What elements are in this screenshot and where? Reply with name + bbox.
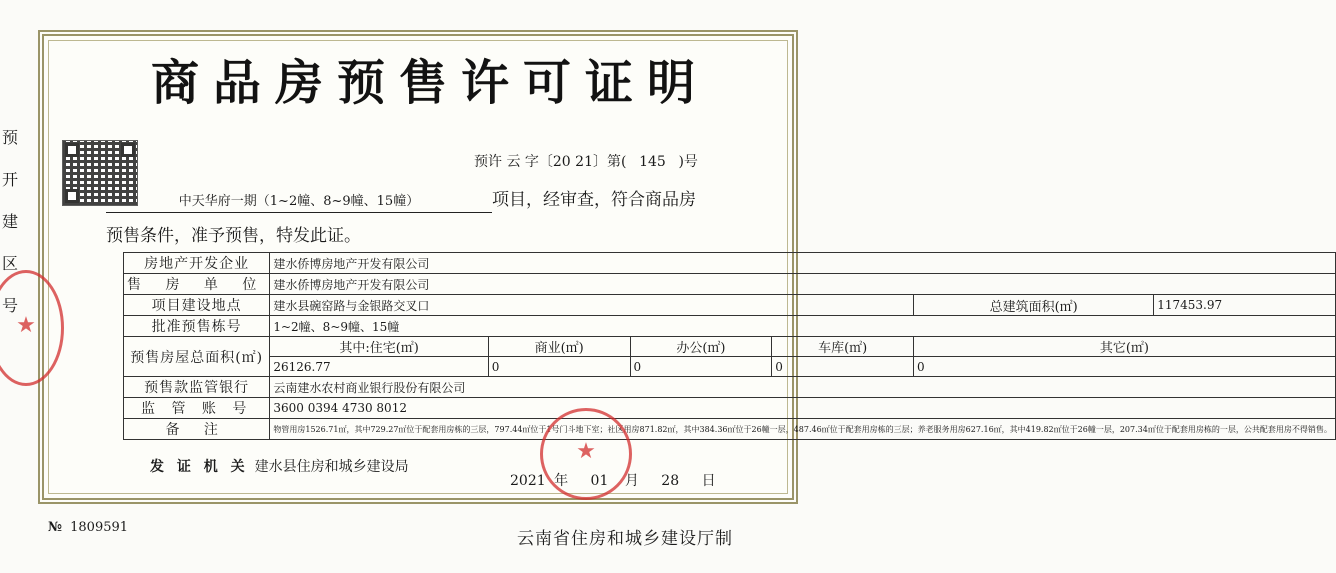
office-label: 办公(㎡) (630, 337, 772, 357)
office-value: 0 (630, 357, 772, 377)
date-month: 01 (590, 473, 609, 489)
other-value: 0 (914, 357, 1336, 377)
seller-label: 售 房 单 位 (124, 274, 270, 295)
intro-after: 项目，经审查，符合商品房 (492, 190, 696, 210)
garage-label: 车库(㎡) (772, 337, 914, 357)
commercial-label: 商业(㎡) (488, 337, 630, 357)
garage-value: 0 (772, 357, 914, 377)
edge-char: 建 (2, 212, 19, 231)
account-value: 3600 0394 4730 8012 (270, 398, 1335, 419)
developer-value: 建水侨博房地产开发有限公司 (270, 253, 1335, 274)
bank-value: 云南建水农村商业银行股份有限公司 (270, 377, 1335, 398)
total-area-value: 117453.97 (1154, 295, 1336, 316)
date-year-unit: 年 (554, 473, 569, 489)
developer-label: 房地产开发企业 (124, 253, 270, 274)
intro-text (106, 182, 766, 254)
bank-label: 预售款监管银行 (124, 377, 270, 398)
other-label: 其它(㎡) (914, 337, 1336, 357)
commercial-value: 0 (488, 357, 630, 377)
edge-seal-icon: ★ (0, 270, 64, 386)
permit-prefix: 预许 云 字〔20 21〕第( (474, 154, 627, 170)
certificate-title: 商品房预售许可证明 (150, 55, 709, 111)
seller-value: 建水侨博房地产开发有限公司 (270, 274, 1335, 295)
serial-label: № (48, 520, 63, 535)
total-area-label: 总建筑面积(㎡) (914, 295, 1154, 316)
official-seal-icon: ★ (540, 408, 632, 500)
date-year: 2021 (510, 473, 546, 489)
intro-line2: 预售条件，准予预售，特发此证。 (106, 226, 361, 246)
date-month-unit: 月 (624, 473, 639, 489)
residential-label: 其中:住宅(㎡) (270, 337, 488, 357)
buildings-value: 1~2幢、8~9幢、15幢 (270, 316, 1335, 337)
permit-number-value: 145 (639, 154, 666, 170)
permit-number (474, 151, 698, 171)
serial-value: 1809591 (70, 520, 129, 535)
remarks-label: 备 注 (124, 419, 270, 440)
remarks-value: 物管用房1526.71㎡，其中729.27㎡位于配套用房栋的三层，797.44㎡位于1号门斗地下室；社区用房871.82㎡，其中384.36㎡位于26幢一层，487.46㎡位于配套用房栋的三层；养老服务用房627.16㎡，其中419.82㎡位于26幢一层，207.34㎡位于配套用房栋的一层，公共配套用房不得销售。 (270, 419, 1335, 440)
serial-number (48, 520, 128, 535)
info-table (123, 252, 1336, 440)
presale-area-label: 预售房屋总面积(㎡) (124, 337, 270, 377)
location-value: 建水县碗窑路与金银路交叉口 (270, 295, 914, 316)
date-day-unit: 日 (701, 473, 716, 489)
edge-char: 开 (2, 170, 19, 189)
buildings-label: 批准预售栋号 (124, 316, 270, 337)
issuing-ministry: 云南省住房和城乡建设厅制 (517, 529, 733, 549)
project-name: 中天华府一期（1~2幢、8~9幢、15幢） (106, 192, 492, 213)
residential-value: 26126.77 (270, 357, 488, 377)
edge-char: 号 (2, 296, 19, 315)
location-label: 项目建设地点 (124, 295, 270, 316)
edge-char: 预 (2, 128, 19, 147)
issuer (150, 456, 409, 476)
account-label: 监 管 账 号 (124, 398, 270, 419)
issuer-value: 建水县住房和城乡建设局 (254, 459, 409, 475)
date-day: 28 (661, 473, 680, 489)
issuer-label: 发 证 机 关 (150, 459, 249, 475)
permit-suffix: )号 (678, 154, 698, 170)
edge-char: 区 (2, 254, 19, 273)
